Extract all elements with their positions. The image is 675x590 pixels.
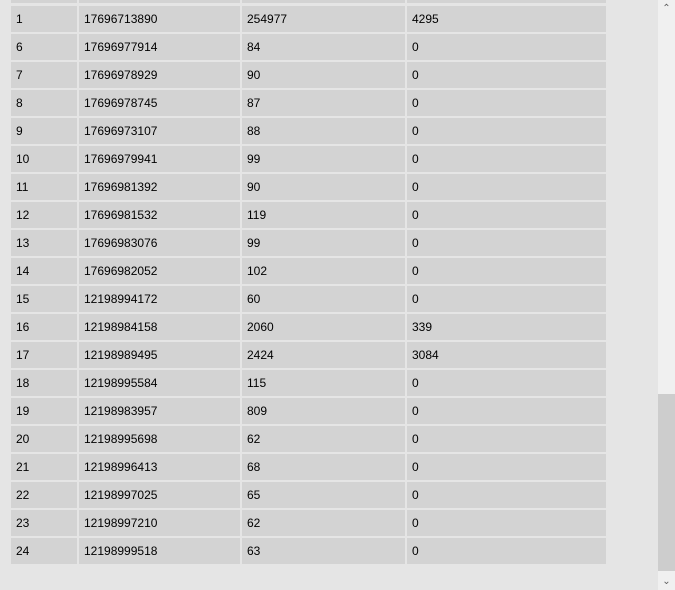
row-id-cell: 12 <box>11 202 77 228</box>
number-cell: 12198997210 <box>79 510 240 536</box>
value-a-cell: 88 <box>242 118 405 144</box>
table-row[interactable] <box>11 426 606 452</box>
value-b-cell: 4295 <box>407 6 606 32</box>
table-row[interactable] <box>11 342 606 368</box>
table-row[interactable] <box>11 118 606 144</box>
row-id-cell: 11 <box>11 174 77 200</box>
row-id-cell: 14 <box>11 258 77 284</box>
scrollbar-thumb[interactable] <box>658 394 675 571</box>
value-b-cell: 0 <box>407 538 606 564</box>
row-id-cell: 1 <box>11 6 77 32</box>
value-b-cell: 0 <box>407 230 606 256</box>
number-cell: 12198989495 <box>79 342 240 368</box>
number-cell: 17696981392 <box>79 174 240 200</box>
value-a-cell: 87 <box>242 90 405 116</box>
value-a-cell: 63 <box>242 538 405 564</box>
value-b-cell: 0 <box>407 202 606 228</box>
table-row[interactable] <box>11 174 606 200</box>
row-id-cell: 22 <box>11 482 77 508</box>
number-cell: 12198984158 <box>79 314 240 340</box>
value-a-cell: 60 <box>242 286 405 312</box>
number-cell: 17696981532 <box>79 202 240 228</box>
value-a-cell: 809 <box>242 398 405 424</box>
chevron-up-icon[interactable]: ⌃ <box>662 3 671 14</box>
number-cell: 12198983957 <box>79 398 240 424</box>
value-a-cell: 2060 <box>242 314 405 340</box>
number-cell: 17696977914 <box>79 34 240 60</box>
number-cell: 12198994172 <box>79 286 240 312</box>
table-row[interactable] <box>11 370 606 396</box>
row-id-cell: 24 <box>11 538 77 564</box>
number-cell: 17696978745 <box>79 90 240 116</box>
value-b-cell: 0 <box>407 482 606 508</box>
table-row[interactable] <box>11 202 606 228</box>
number-cell: 17696979941 <box>79 146 240 172</box>
chevron-down-icon[interactable]: ⌄ <box>662 576 671 587</box>
row-id-cell: 23 <box>11 510 77 536</box>
value-a-cell: 62 <box>242 426 405 452</box>
number-cell: 12198997025 <box>79 482 240 508</box>
value-a-cell: 115 <box>242 370 405 396</box>
row-id-cell: 8 <box>11 90 77 116</box>
value-a-cell: 62 <box>242 510 405 536</box>
value-a-cell: 2424 <box>242 342 405 368</box>
value-b-cell: 0 <box>407 146 606 172</box>
row-id-cell: 20 <box>11 426 77 452</box>
number-cell: 17696973107 <box>79 118 240 144</box>
value-a-cell: 119 <box>242 202 405 228</box>
value-b-cell: 0 <box>407 62 606 88</box>
number-cell: 12198995698 <box>79 426 240 452</box>
row-id-cell: 6 <box>11 34 77 60</box>
value-a-cell: 99 <box>242 146 405 172</box>
table-body <box>11 6 606 564</box>
row-id-cell: 13 <box>11 230 77 256</box>
table-row[interactable] <box>11 510 606 536</box>
value-b-cell: 0 <box>407 510 606 536</box>
number-cell: 17696978929 <box>79 62 240 88</box>
row-id-cell: 16 <box>11 314 77 340</box>
table-row[interactable] <box>11 230 606 256</box>
table-row[interactable] <box>11 482 606 508</box>
table-row[interactable] <box>11 90 606 116</box>
value-b-cell: 0 <box>407 370 606 396</box>
number-cell: 17696713890 <box>79 6 240 32</box>
table-row[interactable] <box>11 454 606 480</box>
row-id-cell: 19 <box>11 398 77 424</box>
value-a-cell: 68 <box>242 454 405 480</box>
value-a-cell: 65 <box>242 482 405 508</box>
value-b-cell: 0 <box>407 398 606 424</box>
value-a-cell: 99 <box>242 230 405 256</box>
value-b-cell: 339 <box>407 314 606 340</box>
table-row[interactable] <box>11 538 606 564</box>
table-row[interactable] <box>11 314 606 340</box>
table-row[interactable] <box>11 258 606 284</box>
number-cell: 12198999518 <box>79 538 240 564</box>
value-b-cell: 0 <box>407 258 606 284</box>
table-row[interactable] <box>11 286 606 312</box>
value-b-cell: 0 <box>407 426 606 452</box>
table-row[interactable] <box>11 6 606 32</box>
value-b-cell: 0 <box>407 454 606 480</box>
value-b-cell: 0 <box>407 118 606 144</box>
row-id-cell: 21 <box>11 454 77 480</box>
row-id-cell: 18 <box>11 370 77 396</box>
table-row[interactable] <box>11 34 606 60</box>
value-b-cell: 0 <box>407 90 606 116</box>
number-cell: 17696982052 <box>79 258 240 284</box>
row-id-cell: 15 <box>11 286 77 312</box>
row-id-cell: 10 <box>11 146 77 172</box>
value-a-cell: 254977 <box>242 6 405 32</box>
data-table <box>9 4 608 566</box>
table-row[interactable] <box>11 146 606 172</box>
value-b-cell: 0 <box>407 286 606 312</box>
value-b-cell: 3084 <box>407 342 606 368</box>
row-id-cell: 17 <box>11 342 77 368</box>
row-id-cell: 9 <box>11 118 77 144</box>
vertical-scrollbar[interactable] <box>658 0 675 590</box>
value-a-cell: 84 <box>242 34 405 60</box>
value-a-cell: 102 <box>242 258 405 284</box>
row-id-cell: 7 <box>11 62 77 88</box>
value-b-cell: 0 <box>407 174 606 200</box>
number-cell: 12198995584 <box>79 370 240 396</box>
table-row[interactable] <box>11 62 606 88</box>
number-cell: 17696983076 <box>79 230 240 256</box>
number-cell: 12198996413 <box>79 454 240 480</box>
table-row[interactable] <box>11 398 606 424</box>
value-a-cell: 90 <box>242 174 405 200</box>
value-b-cell: 0 <box>407 34 606 60</box>
value-a-cell: 90 <box>242 62 405 88</box>
